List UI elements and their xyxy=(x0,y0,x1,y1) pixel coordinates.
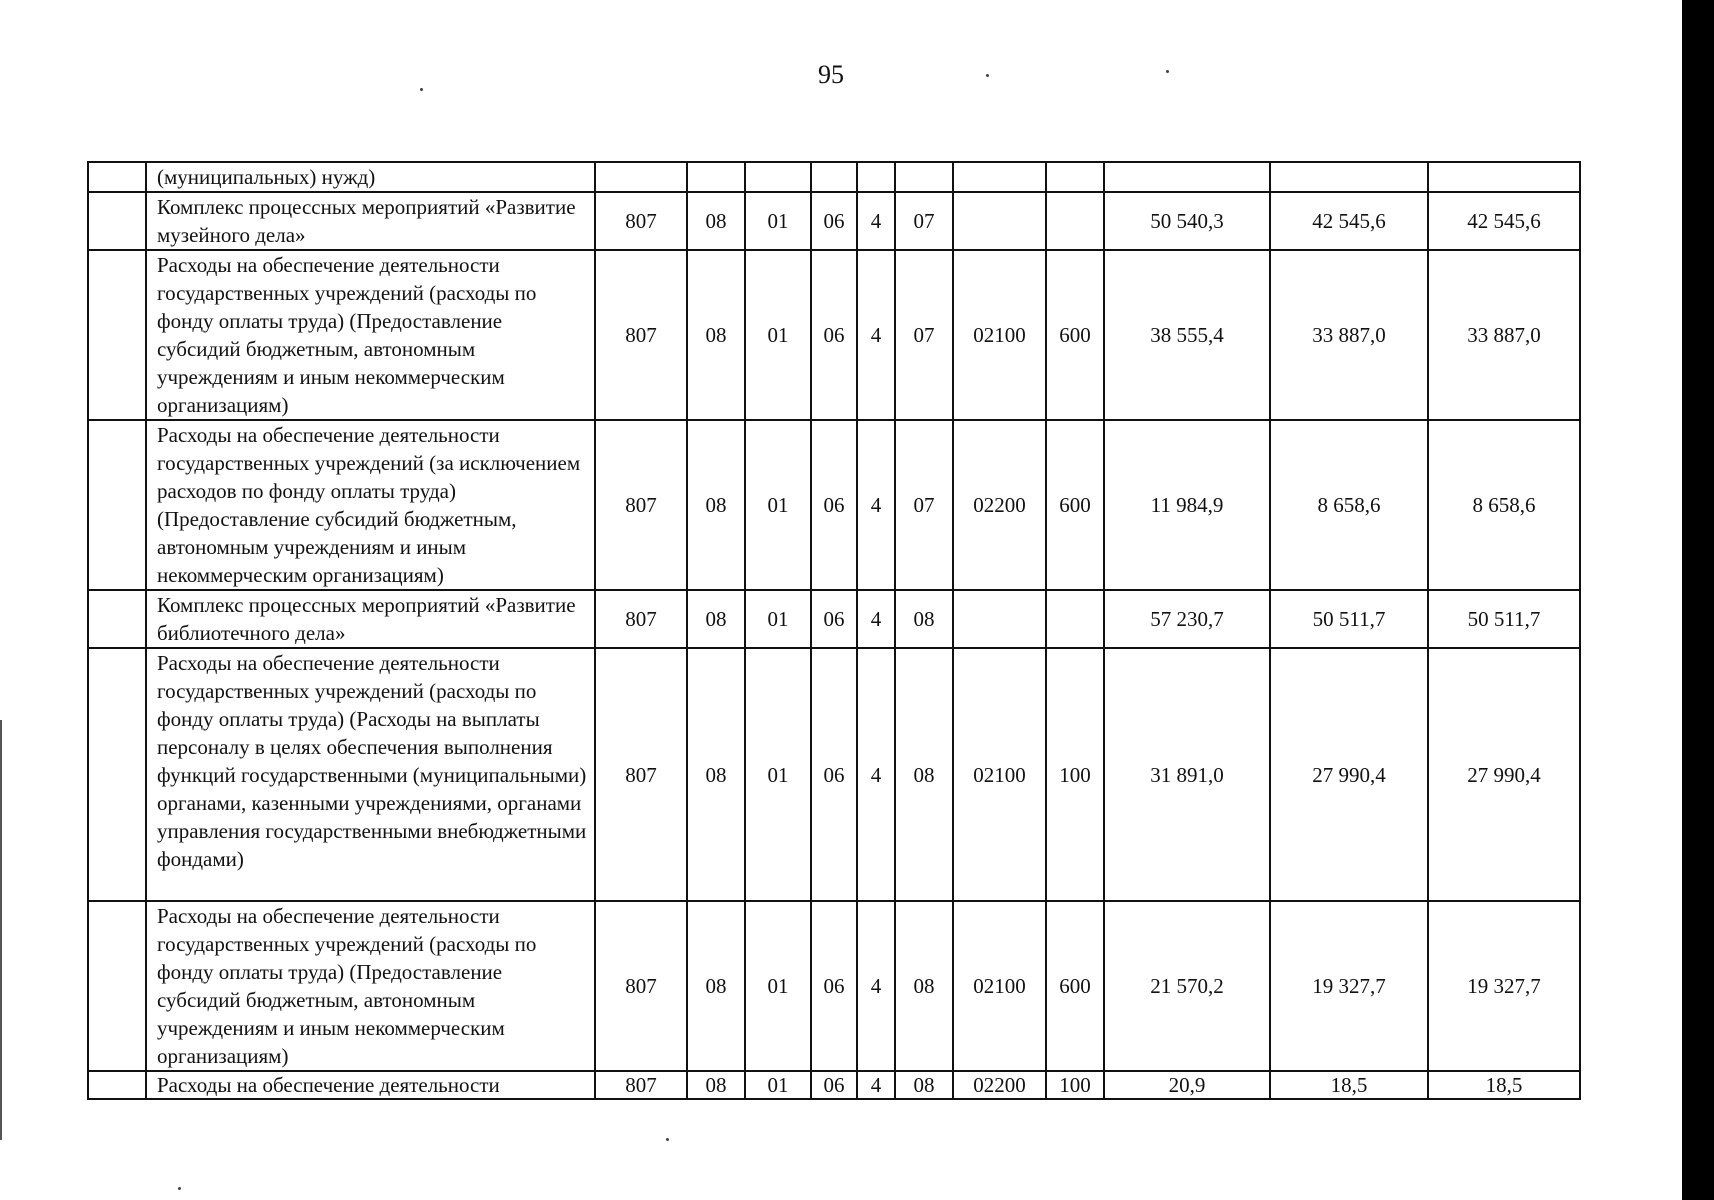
code-cell: 4 xyxy=(857,1071,895,1099)
code-cell: 07 xyxy=(895,192,953,250)
code-cell: 01 xyxy=(745,192,811,250)
code-cell: 01 xyxy=(745,1071,811,1099)
page-number: 95 xyxy=(818,60,844,89)
code-cell xyxy=(1046,192,1104,250)
code-cell: 600 xyxy=(1046,250,1104,420)
row-index-cell xyxy=(88,901,146,1071)
row-index-cell xyxy=(88,250,146,420)
code-cell: 06 xyxy=(811,192,857,250)
code-cell xyxy=(745,162,811,192)
code-cell: 807 xyxy=(595,420,687,590)
code-cell: 600 xyxy=(1046,420,1104,590)
amount-cell: 57 230,7 xyxy=(1104,590,1270,648)
code-cell xyxy=(1046,590,1104,648)
code-cell xyxy=(895,162,953,192)
amount-cell: 27 990,4 xyxy=(1270,648,1428,901)
code-cell xyxy=(953,162,1046,192)
amount-cell: 18,5 xyxy=(1428,1071,1580,1099)
code-cell: 4 xyxy=(857,590,895,648)
scan-speck xyxy=(420,88,423,91)
code-cell: 4 xyxy=(857,192,895,250)
amount-cell: 20,9 xyxy=(1104,1071,1270,1099)
scan-edge xyxy=(1682,0,1714,1200)
scan-margin-mark xyxy=(0,720,6,1140)
code-cell xyxy=(953,192,1046,250)
code-cell: 807 xyxy=(595,901,687,1071)
code-cell: 07 xyxy=(895,420,953,590)
amount-cell: 31 891,0 xyxy=(1104,648,1270,901)
code-cell xyxy=(953,590,1046,648)
row-index-cell xyxy=(88,162,146,192)
scan-speck xyxy=(666,1138,669,1141)
code-cell xyxy=(687,162,745,192)
code-cell: 02100 xyxy=(953,250,1046,420)
code-cell: 06 xyxy=(811,420,857,590)
amount-cell: 19 327,7 xyxy=(1428,901,1580,1071)
amount-cell: 42 545,6 xyxy=(1428,192,1580,250)
amount-cell: 42 545,6 xyxy=(1270,192,1428,250)
amount-cell xyxy=(1428,162,1580,192)
amount-cell: 50 511,7 xyxy=(1428,590,1580,648)
code-cell: 08 xyxy=(895,590,953,648)
code-cell: 02200 xyxy=(953,420,1046,590)
row-index-cell xyxy=(88,590,146,648)
code-cell: 807 xyxy=(595,1071,687,1099)
code-cell: 02200 xyxy=(953,1071,1046,1099)
row-index-cell xyxy=(88,1071,146,1099)
table-row xyxy=(88,192,1580,250)
table-row xyxy=(88,901,1580,1071)
description-cell: Расходы на обеспечение деятельности государственных учреждений (за исключением расходов по фонду оплаты труда) (Предоставление субсидий бюджетным, автономным учреждениям и иным некоммерческим организациям) xyxy=(146,420,595,590)
code-cell: 807 xyxy=(595,648,687,901)
amount-cell: 8 658,6 xyxy=(1270,420,1428,590)
code-cell: 01 xyxy=(745,901,811,1071)
amount-cell: 38 555,4 xyxy=(1104,250,1270,420)
code-cell xyxy=(857,162,895,192)
scan-speck xyxy=(1166,70,1169,73)
code-cell: 02100 xyxy=(953,901,1046,1071)
code-cell: 01 xyxy=(745,590,811,648)
amount-cell xyxy=(1270,162,1428,192)
code-cell: 08 xyxy=(687,648,745,901)
code-cell: 08 xyxy=(895,648,953,901)
description-cell: (муниципальных) нужд) xyxy=(146,162,595,192)
code-cell: 07 xyxy=(895,250,953,420)
table-row xyxy=(88,420,1580,590)
code-cell: 100 xyxy=(1046,1071,1104,1099)
description-cell: Расходы на обеспечение деятельности государственных учреждений (расходы по фонду оплаты труда) (Предоставление субсидий бюджетным, автономным учреждениям и иным некоммерческим организациям) xyxy=(146,250,595,420)
code-cell: 807 xyxy=(595,250,687,420)
description-cell: Расходы на обеспечение деятельности государственных учреждений (расходы по фонду оплаты труда) (Расходы на выплаты персоналу в целях обеспечения выполнения функций государственными (муниципальными) органами, казенными учреждениями, органами управления государственными внебюджетными фондами) xyxy=(146,648,595,901)
description-cell: Расходы на обеспечение деятельности xyxy=(146,1071,595,1099)
code-cell: 01 xyxy=(745,250,811,420)
table-row xyxy=(88,162,1580,192)
code-cell: 807 xyxy=(595,192,687,250)
code-cell: 100 xyxy=(1046,648,1104,901)
table-row xyxy=(88,1071,1580,1099)
amount-cell: 33 887,0 xyxy=(1428,250,1580,420)
code-cell: 08 xyxy=(895,1071,953,1099)
budget-table xyxy=(87,161,1581,1100)
amount-cell: 50 540,3 xyxy=(1104,192,1270,250)
code-cell: 807 xyxy=(595,590,687,648)
scan-speck xyxy=(178,1187,181,1190)
code-cell: 06 xyxy=(811,1071,857,1099)
code-cell: 06 xyxy=(811,648,857,901)
code-cell: 08 xyxy=(687,192,745,250)
table-row xyxy=(88,250,1580,420)
code-cell: 06 xyxy=(811,250,857,420)
code-cell: 4 xyxy=(857,420,895,590)
amount-cell: 50 511,7 xyxy=(1270,590,1428,648)
amount-cell: 21 570,2 xyxy=(1104,901,1270,1071)
code-cell xyxy=(595,162,687,192)
amount-cell: 27 990,4 xyxy=(1428,648,1580,901)
amount-cell: 18,5 xyxy=(1270,1071,1428,1099)
code-cell: 06 xyxy=(811,901,857,1071)
amount-cell: 11 984,9 xyxy=(1104,420,1270,590)
amount-cell: 8 658,6 xyxy=(1428,420,1580,590)
code-cell: 08 xyxy=(895,901,953,1071)
code-cell: 4 xyxy=(857,901,895,1071)
code-cell: 06 xyxy=(811,590,857,648)
scan-speck xyxy=(986,74,989,77)
table-row xyxy=(88,590,1580,648)
code-cell: 08 xyxy=(687,420,745,590)
code-cell xyxy=(811,162,857,192)
code-cell: 01 xyxy=(745,420,811,590)
amount-cell: 19 327,7 xyxy=(1270,901,1428,1071)
table-row xyxy=(88,648,1580,901)
code-cell: 600 xyxy=(1046,901,1104,1071)
code-cell: 08 xyxy=(687,901,745,1071)
code-cell: 4 xyxy=(857,250,895,420)
code-cell xyxy=(1046,162,1104,192)
code-cell: 08 xyxy=(687,590,745,648)
code-cell: 4 xyxy=(857,648,895,901)
row-index-cell xyxy=(88,648,146,901)
code-cell: 01 xyxy=(745,648,811,901)
description-cell: Расходы на обеспечение деятельности государственных учреждений (расходы по фонду оплаты труда) (Предоставление субсидий бюджетным, автономным учреждениям и иным некоммерческим организациям) xyxy=(146,901,595,1071)
amount-cell: 33 887,0 xyxy=(1270,250,1428,420)
description-cell: Комплекс процессных мероприятий «Развитие библиотечного дела» xyxy=(146,590,595,648)
code-cell: 02100 xyxy=(953,648,1046,901)
row-index-cell xyxy=(88,192,146,250)
amount-cell xyxy=(1104,162,1270,192)
code-cell: 08 xyxy=(687,1071,745,1099)
code-cell: 08 xyxy=(687,250,745,420)
row-index-cell xyxy=(88,420,146,590)
description-cell: Комплекс процессных мероприятий «Развитие музейного дела» xyxy=(146,192,595,250)
